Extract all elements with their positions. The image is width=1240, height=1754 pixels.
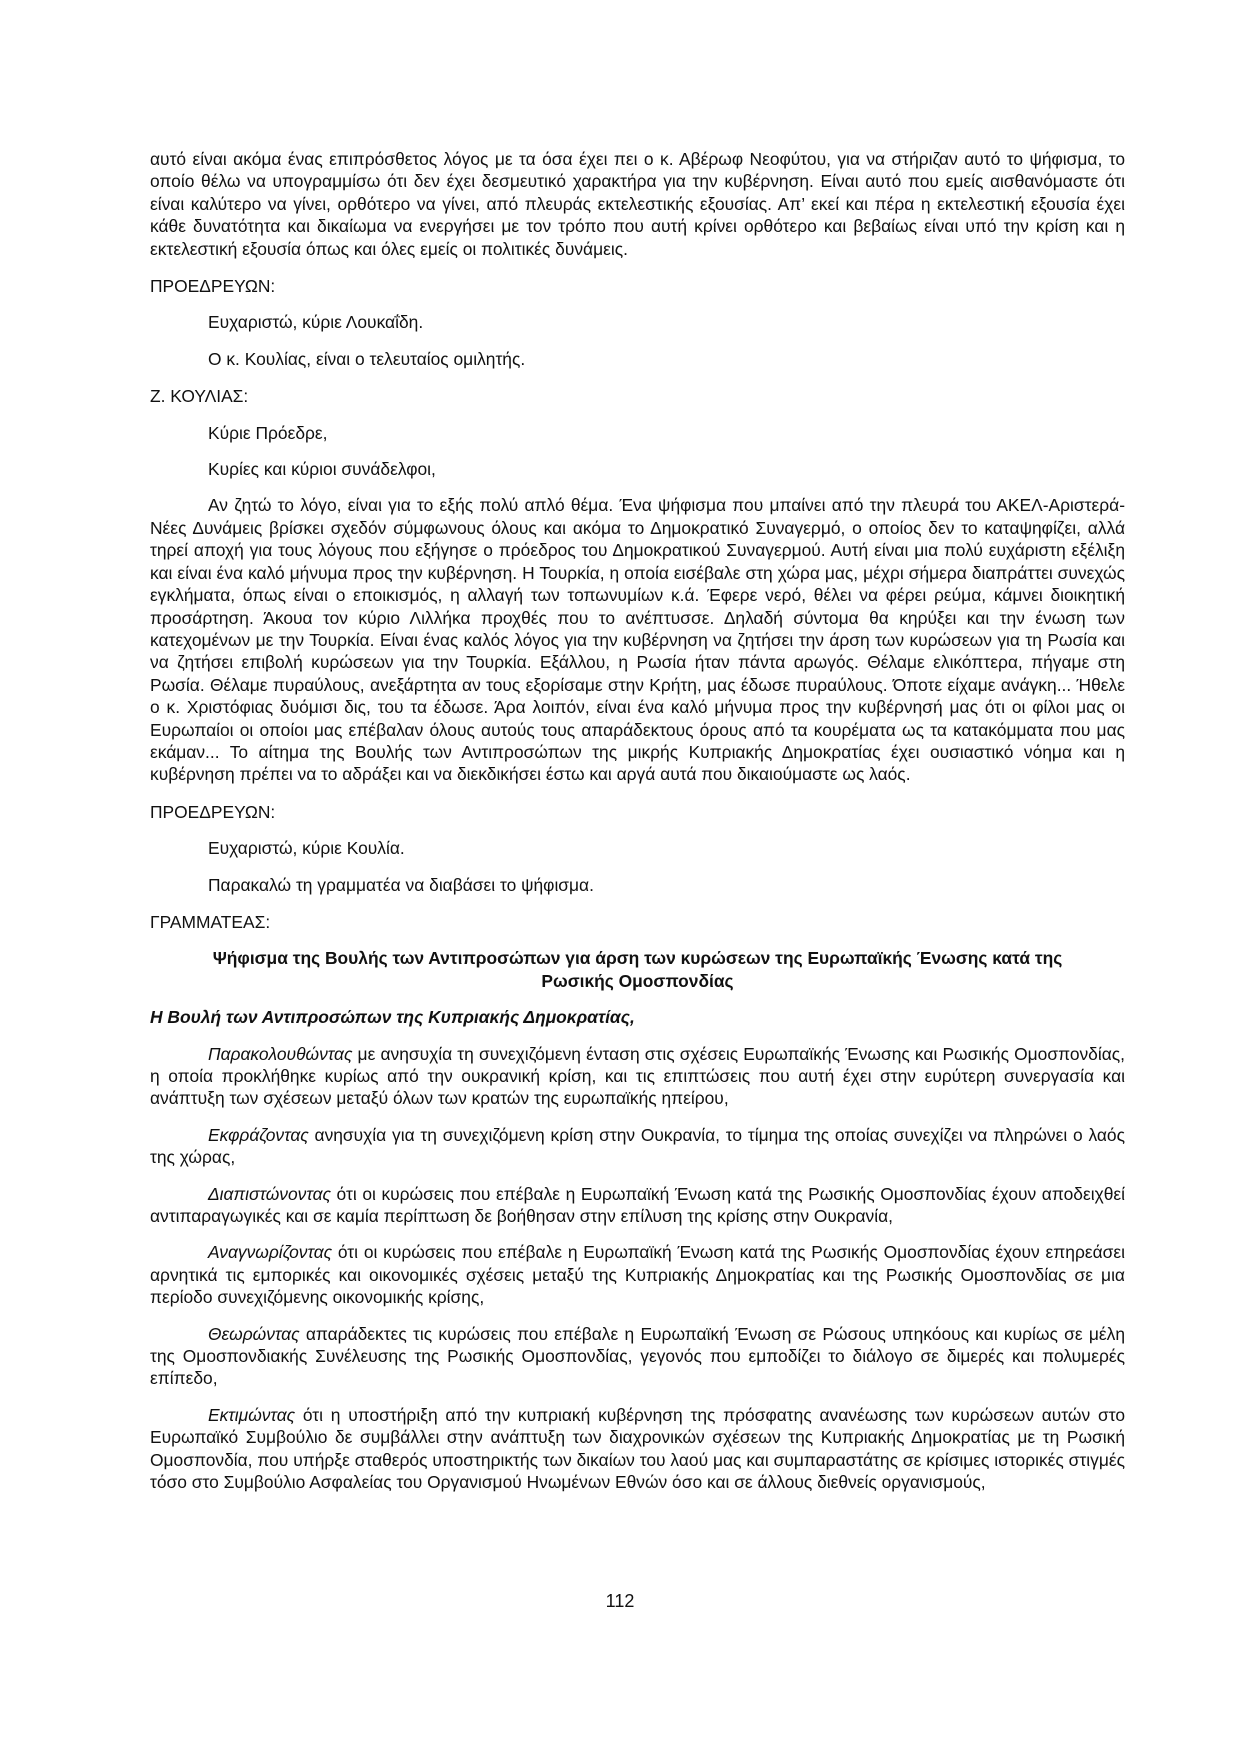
clause-text: ότι οι κυρώσεις που επέβαλε η Ευρωπαϊκή Ένωση κατά της Ρωσικής Ομοσπονδίας έχουν επηρεάσει αρνητικά τις εμπορικές και οικονομικές σχέσεις μεταξύ της Κυπριακής Δημοκρατίας και της Ρωσικής Ομοσπονδίας σε μια περίοδο συνεχιζόμενης οικονομικής κρίσης, xyxy=(150,1242,1125,1308)
speech-line: Ο κ. Κουλίας, είναι ο τελευταίος ομιλητής. xyxy=(208,348,526,369)
clause-lead: Εκτιμώντας xyxy=(208,1404,296,1425)
resolution-clause xyxy=(150,1124,1125,1169)
resolution-title xyxy=(150,947,1125,992)
speech-line: Ευχαριστώ, κύριε Κουλία. xyxy=(208,838,405,859)
speech-line: Ευχαριστώ, κύριε Λουκαΐδη. xyxy=(208,312,424,333)
resolution-title-line: Ρωσικής Ομοσπονδίας xyxy=(541,970,734,991)
clause-lead: Παρακολουθώντας xyxy=(208,1043,353,1064)
clause-lead: Αναγνωρίζοντας xyxy=(208,1242,333,1263)
resolution-clause xyxy=(150,1241,1125,1308)
speaker-label: ΓΡΑΜΜΑΤΕΑΣ: xyxy=(150,911,271,932)
speaker-label: ΠΡΟΕΔΡΕΥΩΝ: xyxy=(150,276,276,297)
document-page xyxy=(150,148,1125,1494)
speaker-label: Ζ. ΚΟΥΛΙΑΣ: xyxy=(150,386,249,407)
clause-lead: Εκφράζοντας xyxy=(208,1124,309,1145)
clause-lead: Θεωρώντας xyxy=(208,1323,300,1344)
page-number: 112 xyxy=(605,1591,635,1611)
speech-line: Κύριε Πρόεδρε, xyxy=(208,422,328,443)
resolution-subtitle: Η Βουλή των Αντιπροσώπων της Κυπριακής Δημοκρατίας, xyxy=(150,1007,635,1028)
clause-text: με ανησυχία τη συνεχιζόμενη ένταση στις σχέσεις Ευρωπαϊκής Ένωσης και Ρωσικής Ομοσπονδίας, η οποία προκλήθηκε κυρίως από την ουκρανική κρίση, και τις επιπτώσεις που αυτή έχει στην ευρύτερη συνεργασία και ανάπτυξη των σχέσεων μεταξύ όλων των κρατών της ευρωπαϊκής ηπείρου, xyxy=(150,1043,1125,1109)
speech-paragraph: Αν ζητώ το λόγο, είναι για το εξής πολύ απλό θέμα. Ένα ψήφισμα που μπαίνει από την πλευρά του ΑΚΕΛ-Αριστερά-Νέες Δυνάμεις βρίσκει σχεδόν σύμφωνους όλους και ακόμα το Δημοκρατικό Συναγερμό, ο οποίος δεν το καταψηφίζει, αλλά τηρεί αποχή για τους λόγους που εξήγησε ο πρόεδρος του Δημοκρατικού Συναγερμού. Αυτή είναι μια πολύ ευχάριστη εξέλιξη και είναι ένα καλό μήνυμα προς την κυβέρνηση. Η Τουρκία, η οποία εισέβαλε στη χώρα μας, μέχρι σήμερα διαπράττει συνεχώς εγκλήματα, όπως είναι ο εποικισμός, η αλλαγή των τοπωνυμίων κ.ά. Έφερε νερό, θέλει να φέρει ρεύμα, κάμνει διοικητική προσάρτηση. Άκουα τον κύριο Λιλλήκα προχθές που το ανέπτυσσε. Δηλαδή σύντομα θα κηρύξει και την ένωση των κατεχομένων με την Τουρκία. Είναι ένας καλός λόγος για την κυβέρνηση να ζητήσει την άρση των κυρώσεων για τη Ρωσία και να ζητήσει επιβολή κυρώσεων για την Τουρκία. Εξάλλου, η Ρωσία ήταν πάντα αρωγός. Θέλαμε ελικόπτερα, πήγαμε στη Ρωσία. Θέλαμε πυραύλους, ανεξάρτητα αν τους εξορίσαμε στην Κρήτη, μας έδωσε πυραύλους. Όποτε είχαμε ανάγκη... Ήθελε ο κ. Χριστόφιας δυόμισι δις, του τα έδωσε. Άρα λοιπόν, είναι ένα καλό μήνυμα προς την κυβέρνησή μας ότι οι φίλοι μας οι Ευρωπαίοι οι οποίοι μας επέβαλαν όλους αυτούς τους απαράδεκτους όρους από τα κουρέματα ως τα κατακόμματα που μας εκάμαν... Το αίτημα της Βουλής των Αντιπροσώπων της μικρής Κυπριακής Δημοκρατίας έχει ουσιαστικό νόημα και η κυβέρνηση πρέπει να το αδράξει και να διεκδικήσει έστω και αργά αυτά που δικαιούμαστε ως λαός. xyxy=(150,495,1125,785)
clause-text: ότι η υποστήριξη από την κυπριακή κυβέρνηση της πρόσφατης ανανέωσης των κυρώσεων αυτών στο Ευρωπαϊκό Συμβούλιο δε συμβάλλει στην ανάπτυξη των διαχρονικών σχέσεων της Κυπριακής Δημοκρατίας με τη Ρωσική Ομοσπονδία, που υπήρξε σταθερός υποστηρικτής των δικαίων του λαού μας και συμπαραστάτης σε κρίσιμες ιστορικές στιγμές τόσο στο Συμβούλιο Ασφαλείας του Οργανισμού Ηνωμένων Εθνών όσο και σε άλλους διεθνείς οργανισμούς, xyxy=(150,1404,1125,1493)
clause-lead: Διαπιστώνοντας xyxy=(208,1183,331,1204)
resolution-clause xyxy=(150,1183,1125,1228)
resolution-clause xyxy=(150,1404,1125,1494)
clause-text: ότι οι κυρώσεις που επέβαλε η Ευρωπαϊκή Ένωση κατά της Ρωσικής Ομοσπονδίας έχουν αποδειχθεί αντιπαραγωγικές και σε καμία περίπτωση δε βοήθησαν στην επίλυση της κρίσης στην Ουκρανία, xyxy=(150,1183,1125,1227)
resolution-clause xyxy=(150,1323,1125,1390)
intro-paragraph: αυτό είναι ακόμα ένας επιπρόσθετος λόγος με τα όσα έχει πει ο κ. Αβέρωφ Νεοφύτου, για να στήριζαν αυτό το ψήφισμα, το οποίο θέλω να υπογραμμίσω ότι δεν έχει δεσμευτικό χαρακτήρα για την κυβέρνηση. Είναι αυτό που εμείς αισθανόμαστε ότι είναι καλύτερο να γίνει, ορθότερο να γίνει, από πλευράς εκτελεστικής εξουσίας. Απ’ εκεί και πέρα η εκτελεστική εξουσία έχει κάθε δυνατότητα και δικαίωμα να ενεργήσει με τον τρόπο που αυτή κρίνει ορθότερο και βεβαίως είναι υπό την κρίση και η εκτελεστική εξουσία όπως και όλες εμείς οι πολιτικές δυνάμεις. xyxy=(150,149,1125,259)
speaker-label: ΠΡΟΕΔΡΕΥΩΝ: xyxy=(150,801,276,822)
resolution-title-line: Ψήφισμα της Βουλής των Αντιπροσώπων για άρση των κυρώσεων της Ευρωπαϊκής Ένωσης κατά της xyxy=(212,948,1063,969)
resolution-clause xyxy=(150,1043,1125,1110)
clause-text: απαράδεκτες τις κυρώσεις που επέβαλε η Ευρωπαϊκή Ένωση σε Ρώσους υπηκόους και κυρίως σε μέλη της Ομοσπονδιακής Συνέλευσης της Ρωσικής Ομοσπονδίας, γεγονός που εμποδίζει το διάλογο σε διμερές και πολυμερές επίπεδο, xyxy=(150,1323,1125,1389)
clause-text: ανησυχία για τη συνεχιζόμενη κρίση στην Ουκρανία, το τίμημα της οποίας συνεχίζει να πληρώνει ο λαός της χώρας, xyxy=(150,1124,1125,1168)
speech-line: Παρακαλώ τη γραμματέα να διαβάσει το ψήφισμα. xyxy=(208,874,594,895)
speech-line: Κυρίες και κύριοι συνάδελφοι, xyxy=(208,459,436,480)
